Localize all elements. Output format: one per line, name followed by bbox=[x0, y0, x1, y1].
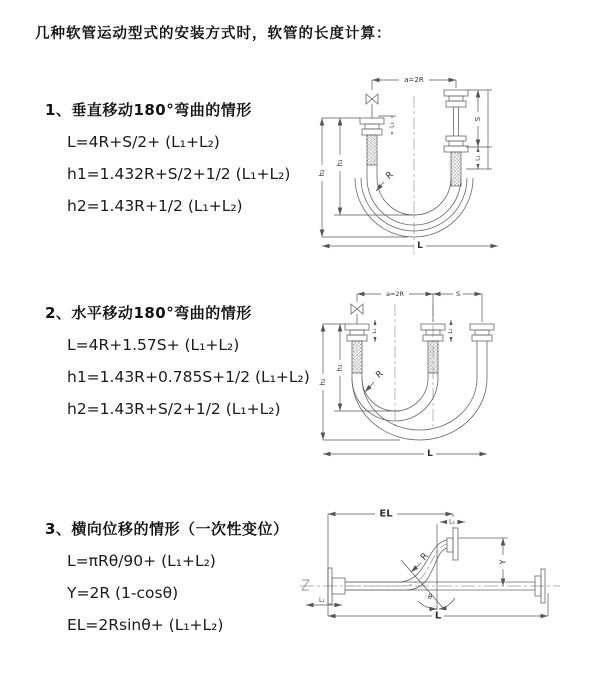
section-2-heading: 2、水平移动180°弯曲的情形 bbox=[45, 304, 252, 322]
formula-h1: h1=1.43R+0.785S+1/2 (L₁+L₂) bbox=[67, 368, 310, 386]
dim-label-h2: h₂ bbox=[318, 169, 326, 177]
section-lateral-displacement bbox=[45, 519, 315, 635]
section-vertical-movement bbox=[45, 100, 315, 216]
length-label: L bbox=[427, 449, 433, 459]
dim-label-s: S bbox=[455, 290, 461, 298]
formula-L: L=πRθ/90+ (L₁+L₂) bbox=[67, 552, 216, 570]
dimension-lines bbox=[322, 80, 498, 246]
dim-label-l1-mid: L₁ bbox=[448, 328, 454, 334]
centerline bbox=[395, 304, 433, 428]
braided-hose-section bbox=[451, 152, 461, 186]
formula-L: L=4R+S/2+ (L₁+L₂) bbox=[67, 133, 220, 151]
dim-label-a2r: a=2R bbox=[385, 290, 405, 298]
diagram-vertical-180-bend bbox=[308, 66, 600, 266]
theta-label: θ bbox=[428, 593, 433, 601]
formula-h2: h2=1.43R+S/2+1/2 (L₁+L₂) bbox=[67, 400, 281, 418]
hose-displaced-curve bbox=[345, 540, 447, 590]
formula-Y: Y=2R (1-cosθ) bbox=[67, 584, 179, 602]
diagram-horizontal-180-bend bbox=[308, 278, 600, 468]
dim-label-el: EL bbox=[379, 508, 393, 520]
braided-hose-section bbox=[428, 341, 438, 373]
hose-u-bend-position-2 bbox=[352, 341, 487, 440]
dimension-lines bbox=[306, 514, 548, 616]
dim-label-l1-left: L₁ bbox=[372, 328, 378, 334]
braided-hose-section bbox=[367, 135, 377, 165]
piping bbox=[345, 304, 494, 440]
length-label: L bbox=[434, 610, 442, 622]
length-label: L bbox=[417, 241, 423, 251]
centerline-symbol bbox=[302, 580, 309, 590]
piping bbox=[328, 528, 545, 604]
dim-label-s: S bbox=[474, 116, 482, 122]
valve-icon bbox=[366, 94, 378, 104]
flange bbox=[444, 90, 468, 107]
section-3-heading: 3、横向位移的情形（一次性变位） bbox=[45, 520, 289, 538]
section-horizontal-movement bbox=[45, 303, 315, 419]
dim-label-l1-bottom: L₁ bbox=[319, 597, 325, 604]
dim-label-l1-top: L₁ bbox=[449, 518, 455, 526]
diagram-lateral-displacement bbox=[298, 498, 600, 658]
flange bbox=[360, 118, 384, 135]
page-title: 几种软管运动型式的安装方式时，软管的长度计算： bbox=[35, 26, 392, 42]
dimension-lines bbox=[323, 294, 487, 454]
diagram-labels bbox=[319, 508, 508, 622]
section-1-heading: 1、垂直移动180°弯曲的情形 bbox=[45, 101, 252, 119]
dim-label-h2: h₂ bbox=[319, 378, 327, 386]
flange bbox=[345, 324, 369, 341]
dim-label-l1-right: L₁ bbox=[474, 155, 482, 161]
radius-label: R bbox=[374, 369, 386, 381]
formula-h2: h2=1.43R+1/2 (L₁+L₂) bbox=[67, 197, 243, 215]
dim-label-l1-left: L₁ bbox=[388, 122, 396, 128]
flange bbox=[447, 528, 458, 560]
formula-h1: h1=1.432R+S/2+1/2 (L₁+L₂) bbox=[67, 165, 291, 183]
radius-label: R bbox=[419, 551, 431, 563]
braided-hose-section bbox=[352, 341, 362, 373]
radius-label: R bbox=[384, 170, 396, 182]
centerline bbox=[300, 580, 560, 590]
dim-label-h1: h₁ bbox=[336, 159, 344, 167]
formula-EL: EL=2Rsinθ+ (L₁+L₂) bbox=[67, 616, 224, 634]
formula-L: L=4R+1.57S+ (L₁+L₂) bbox=[67, 336, 240, 354]
flange bbox=[444, 136, 468, 152]
dim-label-h1: h₁ bbox=[336, 364, 344, 372]
dim-label-a2r: a=2R bbox=[404, 76, 424, 84]
valve-icon bbox=[351, 304, 363, 314]
dim-label-y: Y bbox=[498, 559, 508, 565]
flange bbox=[470, 324, 494, 341]
